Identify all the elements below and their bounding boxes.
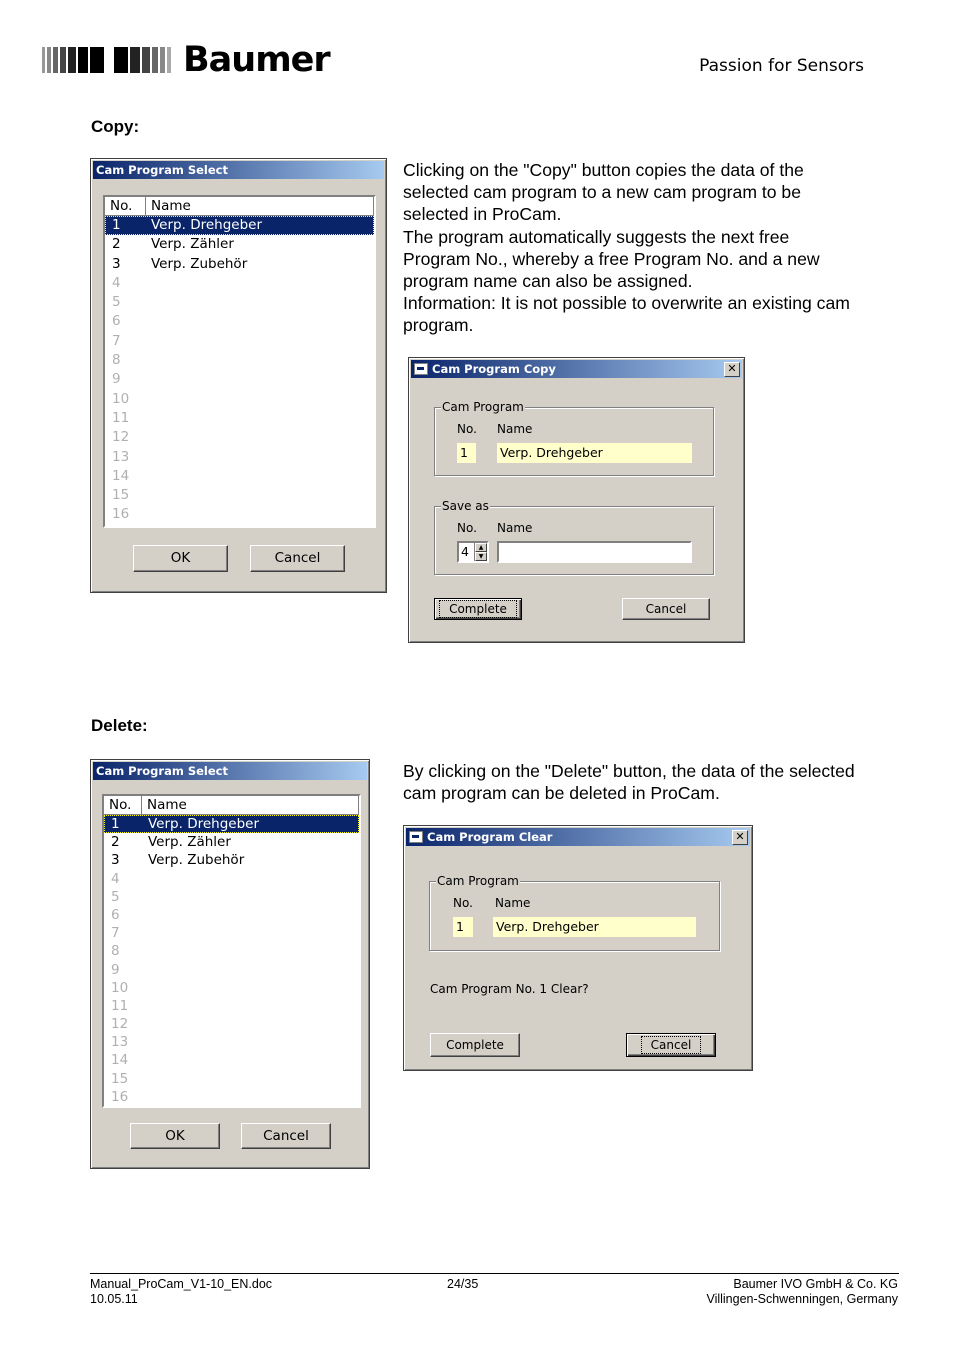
target-no-stepper[interactable] [457, 541, 489, 563]
cancel-label: Cancel [643, 1038, 700, 1052]
list-item-no: 2 [112, 236, 121, 253]
no-label: No. [453, 896, 473, 910]
list-item[interactable] [105, 370, 374, 389]
cam-program-list[interactable] [103, 195, 376, 528]
list-item-no: 11 [111, 997, 129, 1014]
source-no-field: 1 [457, 443, 476, 463]
list-rows [104, 815, 359, 1106]
list-header [105, 197, 374, 216]
footer-right [706, 1277, 898, 1307]
copy-heading: Copy: [91, 117, 140, 136]
list-item-no: 4 [112, 274, 121, 291]
complete-button[interactable] [434, 598, 522, 620]
list-item[interactable] [105, 293, 374, 312]
list-item-name: Verp. Drehgeber [148, 816, 260, 832]
list-item-no: 13 [111, 1034, 129, 1051]
list-item[interactable] [105, 312, 374, 331]
footer-company: Baumer IVO GmbH & Co. KG [733, 1277, 898, 1291]
list-item-no: 4 [111, 870, 120, 887]
dialog-titlebar [93, 161, 384, 179]
list-item-no: 6 [112, 313, 121, 330]
program-name-field: Verp. Drehgeber [493, 917, 696, 937]
cam-program-clear-dialog [403, 825, 753, 1071]
list-item-name: Verp. Zubehör [151, 255, 248, 272]
delete-heading: Delete: [91, 716, 148, 735]
complete-button[interactable]: Complete [430, 1033, 520, 1057]
program-no-field: 1 [453, 917, 473, 937]
list-item[interactable] [105, 274, 374, 293]
name-label: Name [495, 896, 531, 910]
list-item[interactable] [105, 255, 374, 274]
list-item[interactable] [104, 979, 359, 997]
list-item-no: 10 [111, 979, 129, 996]
list-item-no: 3 [112, 255, 121, 272]
footer-left [90, 1277, 272, 1307]
col-no-header[interactable]: No. [104, 796, 142, 814]
dialog-title: Cam Program Clear [427, 830, 553, 844]
ok-button[interactable]: OK [130, 1123, 220, 1149]
cam-program-group [434, 400, 714, 476]
window-icon [414, 363, 428, 375]
clear-question: Cam Program No. 1 Clear? [430, 982, 589, 996]
list-item[interactable] [105, 428, 374, 447]
list-item[interactable] [105, 448, 374, 467]
list-item-no: 8 [112, 352, 121, 369]
footer-file: Manual_ProCam_V1-10_EN.doc [90, 1277, 273, 1291]
col-name-header[interactable]: Name [146, 197, 374, 215]
list-item[interactable] [105, 332, 374, 351]
list-item[interactable] [104, 924, 359, 942]
list-item[interactable] [104, 1033, 359, 1051]
list-item[interactable] [105, 486, 374, 505]
list-item[interactable] [105, 409, 374, 428]
list-item[interactable] [105, 216, 374, 235]
window-icon [409, 831, 423, 843]
list-item[interactable] [104, 1088, 359, 1106]
group-label: Save as [442, 499, 489, 513]
footer-date: 10.05.11 [90, 1292, 138, 1306]
complete-label: Complete [441, 602, 515, 616]
cancel-button[interactable]: Cancel [241, 1123, 331, 1149]
dialog-title: Cam Program Select [96, 764, 228, 778]
cam-program-copy-dialog [408, 357, 745, 643]
copy-description [403, 159, 903, 337]
list-item[interactable] [104, 1015, 359, 1033]
logo-mark-icon [42, 47, 171, 73]
cam-program-group [429, 874, 720, 951]
list-rows [105, 216, 374, 525]
cam-program-select-dialog-copy [90, 158, 387, 593]
no-label: No. [457, 422, 477, 436]
list-item[interactable] [105, 390, 374, 409]
list-item[interactable] [104, 942, 359, 960]
cancel-button[interactable] [626, 1033, 716, 1057]
dialog-titlebar [406, 828, 750, 846]
tagline: Passion for Sensors [699, 56, 864, 76]
list-item-no: 2 [111, 834, 120, 851]
close-icon[interactable]: ✕ [724, 362, 740, 377]
list-item[interactable] [104, 906, 359, 924]
list-item-no: 8 [111, 943, 120, 960]
list-item[interactable] [104, 833, 359, 851]
spin-down-icon[interactable]: ▼ [475, 552, 487, 561]
list-item-no: 14 [111, 1052, 129, 1069]
list-item-name: Verp. Zähler [148, 834, 231, 851]
list-item-name: Verp. Drehgeber [151, 217, 263, 233]
group-label: Cam Program [442, 400, 524, 414]
cam-program-list[interactable] [102, 794, 361, 1108]
source-name-field: Verp. Drehgeber [497, 443, 692, 463]
spin-buttons[interactable] [474, 543, 487, 561]
dialog-title: Cam Program Copy [432, 362, 556, 376]
list-item-no: 15 [111, 1070, 129, 1087]
no-label: No. [457, 521, 477, 535]
list-item[interactable] [104, 997, 359, 1015]
list-item[interactable] [104, 815, 359, 833]
footer-divider [90, 1273, 899, 1274]
list-item-no: 12 [111, 1016, 129, 1033]
footer-page: 24/35 [447, 1277, 479, 1291]
list-item-no: 16 [111, 1088, 129, 1105]
list-item-no: 14 [112, 467, 130, 484]
list-item[interactable] [104, 961, 359, 979]
paragraph-line: program. [403, 315, 474, 336]
cancel-button[interactable]: Cancel [250, 545, 345, 572]
close-icon[interactable]: ✕ [732, 830, 748, 845]
list-header [104, 796, 359, 815]
list-item-no: 6 [111, 906, 120, 923]
paragraph-line: cam program can be deleted in ProCam. [403, 783, 720, 804]
list-item-no: 11 [112, 409, 130, 426]
cancel-button[interactable]: Cancel [622, 598, 710, 620]
name-label: Name [497, 422, 533, 436]
dialog-titlebar [93, 762, 367, 780]
list-item-name: Verp. Zubehör [148, 852, 245, 869]
list-item[interactable] [104, 1051, 359, 1069]
save-as-group [434, 499, 714, 575]
list-item[interactable] [104, 851, 359, 869]
dialog-titlebar [411, 360, 742, 378]
brand-name: Baumer [183, 40, 330, 80]
paragraph-line: The program automatically suggests the next free [403, 226, 790, 247]
list-item-no: 7 [112, 332, 121, 349]
list-item-no: 1 [112, 217, 121, 233]
list-item[interactable] [105, 505, 374, 524]
cam-program-select-dialog-delete [90, 759, 370, 1169]
paragraph-line: Information: It is not possible to overwrite an existing cam [403, 293, 850, 314]
spin-up-icon[interactable]: ▲ [475, 543, 487, 552]
ok-button[interactable]: OK [133, 545, 228, 572]
list-item[interactable] [105, 235, 374, 254]
col-name-header[interactable]: Name [142, 796, 359, 814]
list-item[interactable] [104, 870, 359, 888]
name-label: Name [497, 521, 533, 535]
col-no-header[interactable]: No. [105, 197, 146, 215]
list-item-no: 15 [112, 487, 130, 504]
list-item-no: 16 [112, 506, 130, 523]
paragraph-line: By clicking on the "Delete" button, the data of the selected [403, 761, 855, 781]
list-item-no: 12 [112, 429, 130, 446]
delete-description [403, 760, 903, 804]
list-item-no: 10 [112, 390, 130, 407]
dialog-title: Cam Program Select [96, 163, 228, 177]
list-item-no: 9 [111, 961, 120, 978]
list-item-no: 9 [112, 371, 121, 388]
target-name-input[interactable] [497, 541, 692, 563]
group-label: Cam Program [437, 874, 519, 888]
baumer-logo [42, 40, 330, 80]
list-item[interactable] [104, 1070, 359, 1088]
list-item[interactable] [104, 888, 359, 906]
list-item-no: 7 [111, 925, 120, 942]
list-item[interactable] [105, 351, 374, 370]
list-item-no: 1 [111, 816, 120, 832]
list-item-no: 13 [112, 448, 130, 465]
list-item-name: Verp. Zähler [151, 236, 234, 253]
paragraph-line: selected in ProCam. [403, 204, 562, 225]
paragraph-line: selected cam program to a new cam program to be [403, 182, 801, 203]
paragraph-line: Program No., whereby a free Program No. and a new [403, 248, 820, 269]
list-item-no: 3 [111, 852, 120, 869]
list-item-no: 5 [112, 294, 121, 311]
paragraph-line: Clicking on the "Copy" button copies the data of the [403, 160, 804, 180]
paragraph-line: program name can also be assigned. [403, 271, 693, 292]
target-no-value: 4 [461, 544, 469, 559]
footer-location: Villingen-Schwenningen, Germany [706, 1292, 898, 1306]
list-item-no: 5 [111, 888, 120, 905]
list-item[interactable] [105, 467, 374, 486]
